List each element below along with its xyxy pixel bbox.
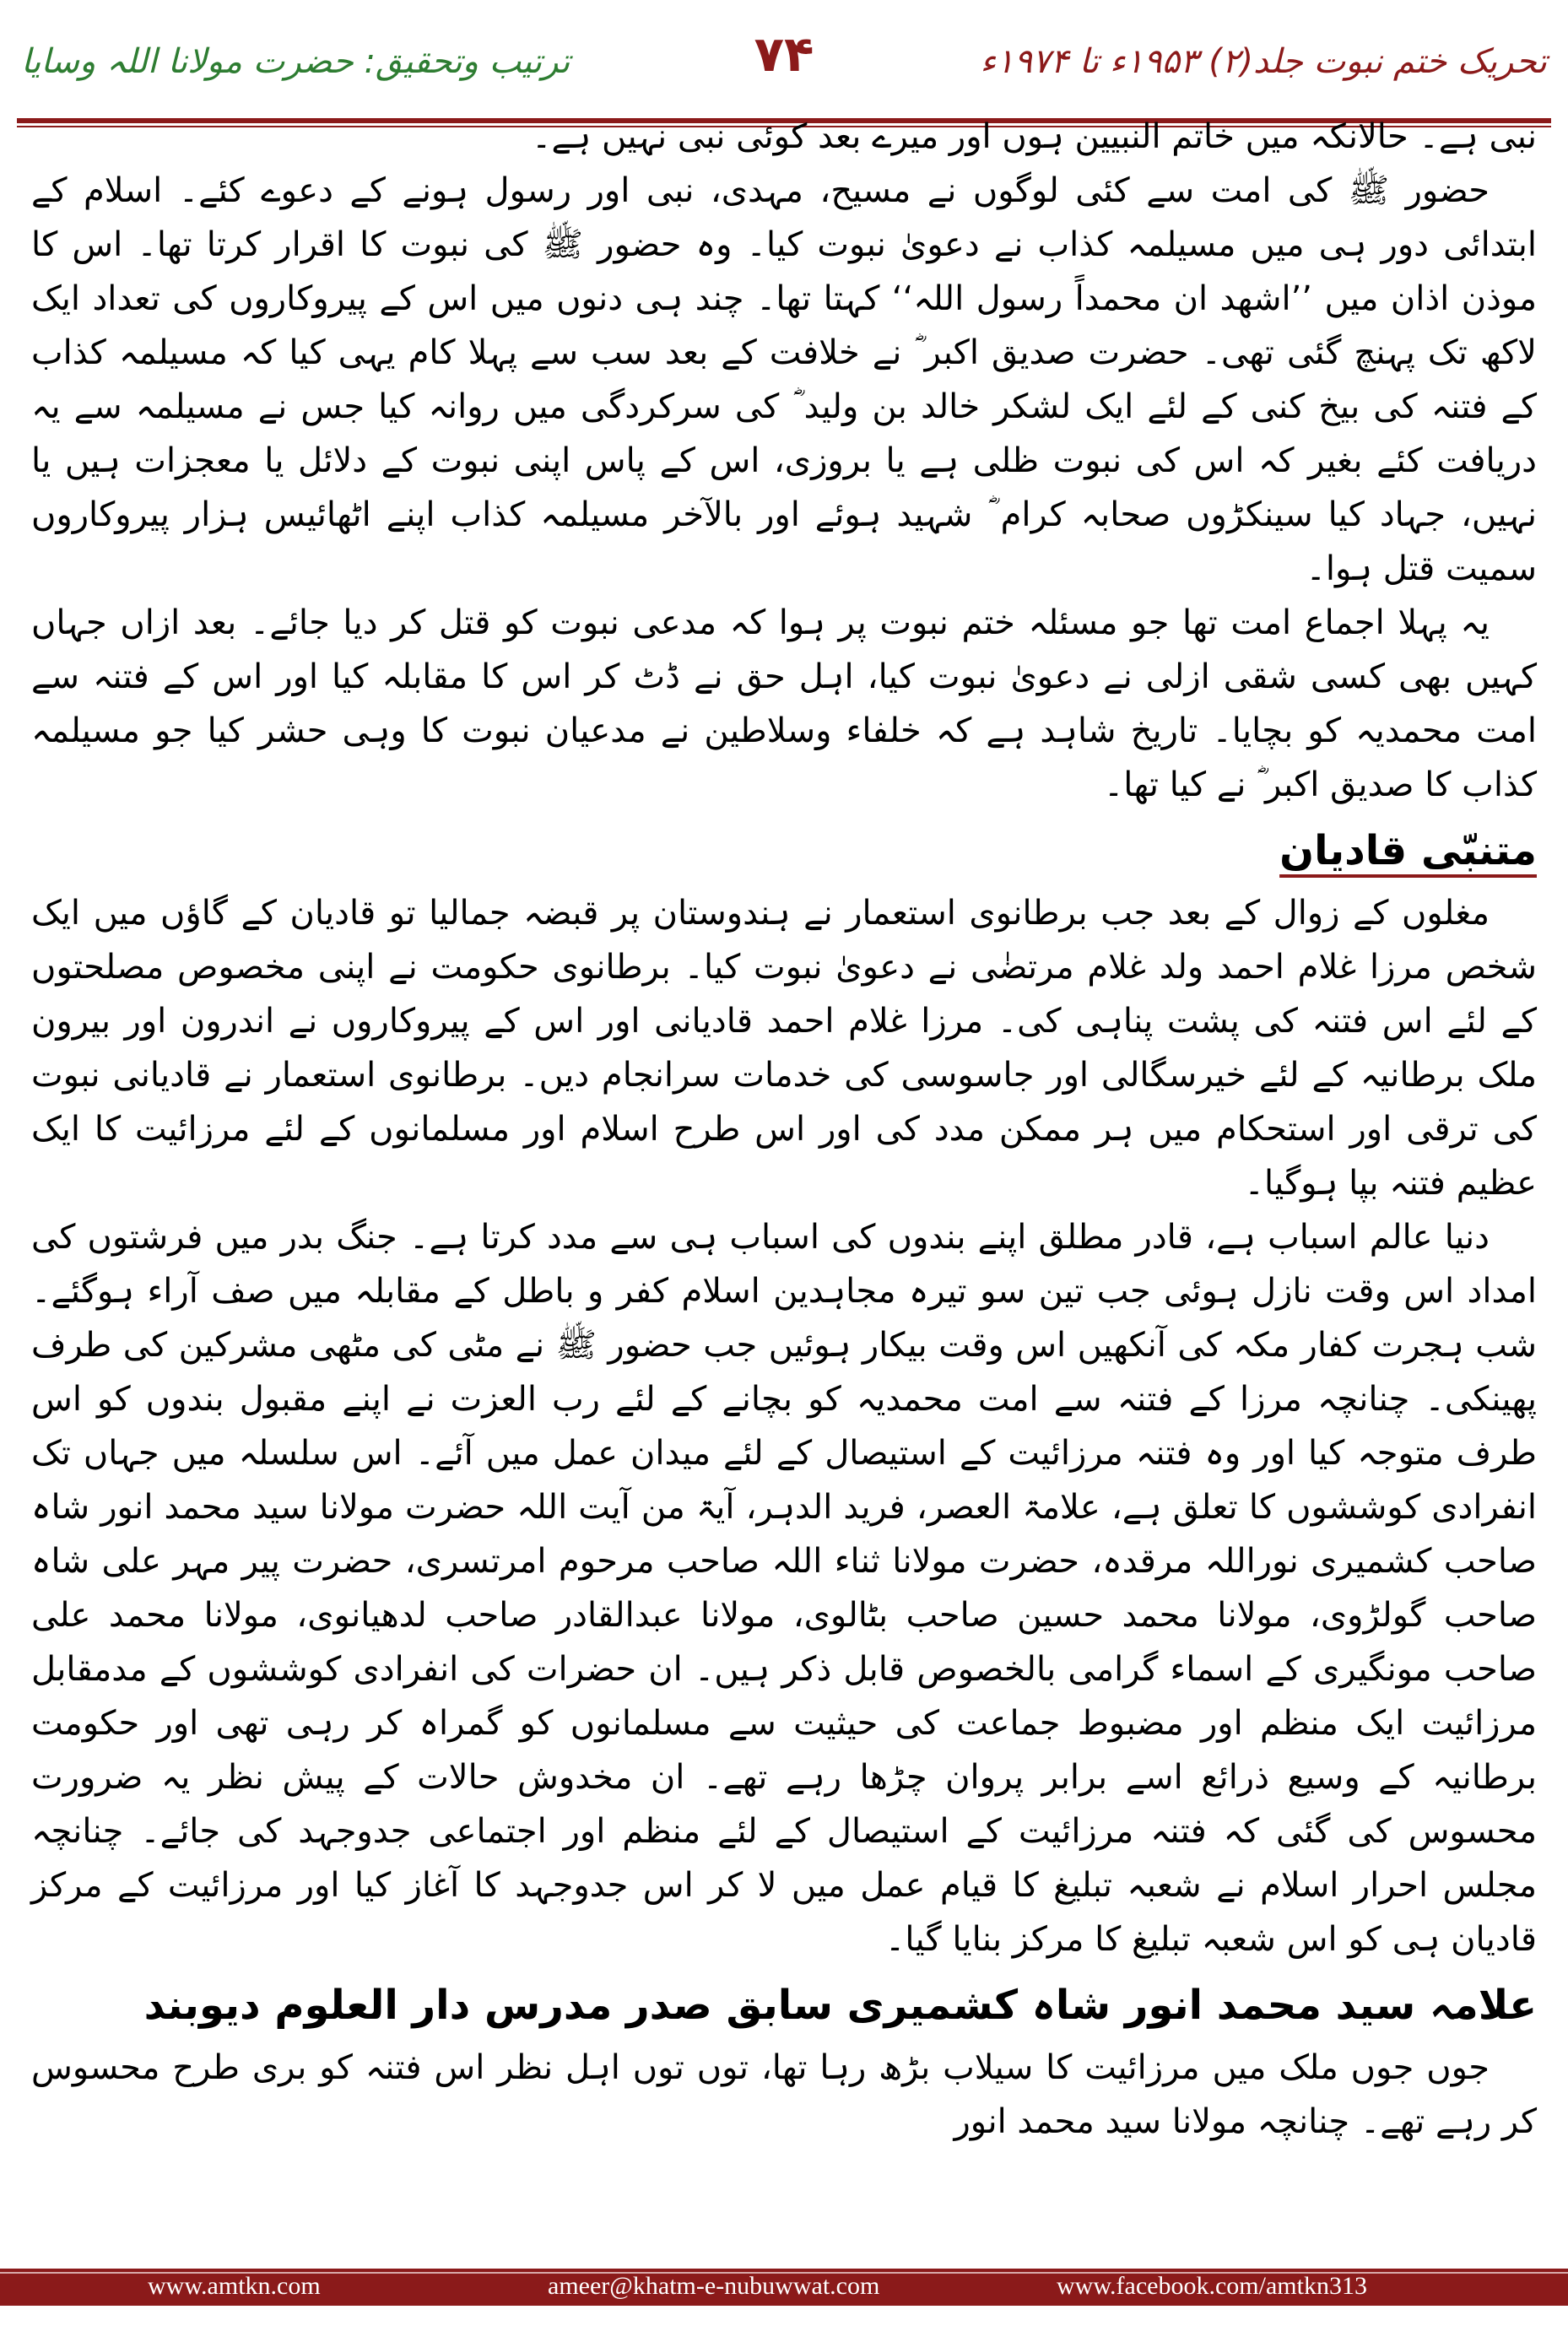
- paragraph: دنیا عالم اسباب ہے، قادر مطلق اپنے بندوں کی اسباب ہی سے مدد کرتا ہے۔ جنگ بدر میں فرشتوں کی امداد اس وقت نازل ہوئی جب تین سو تیرہ مجاہدین اسلام کفر و باطل کے مقابلہ میں صف آراء ہوگئے۔ شب ہجرت کفار مکہ کی آنکھیں اس وقت بیکار ہوئیں جب حضور ﷺ نے مٹی کی مٹھی مشرکین کی طرف پھینکی۔ چنانچہ مرزا کے فتنہ سے امت محمدیہ کو بچانے کے لئے رب العزت نے اپنے مقبول بندوں کو اس طرف متوجہ کیا اور وہ فتنہ مرزائیت کے استیصال کے لئے میدان عمل میں آئے۔ اس سلسلہ میں جہاں تک انفرادی کوششوں کا تعلق ہے، علامۃ العصر، فرید الدہر، آیۃ من آیت اللہ حضرت مولانا سید محمد انور شاہ صاحب کشمیری نوراللہ مرقدہ، حضرت مولانا ثناء اللہ صاحب مرحوم امرتسری، حضرت پیر مہر علی شاہ صاحب گولڑوی، مولانا محمد حسین صاحب بٹالوی، مولانا عبدالقادر صاحب لدھیانوی، مولانا محمد علی صاحب مونگیری کے اسماء گرامی بالخصوص قابل ذکر ہیں۔ ان حضرات کی انفرادی کوششوں کے مدمقابل مرزائیت ایک منظم اور مضبوط جماعت کی حیثیت سے مسلمانوں کو گمراہ کر رہی تھی اور حکومت برطانیہ کے وسیع ذرائع اسے برابر پروان چڑھا رہے تھے۔ ان مخدوش حالات کے پیش نظر یہ ضرورت محسوس کی گئی کہ فتنہ مرزائیت کے استیصال کے لئے منظم اور اجتماعی جدوجہد کی جائے۔ چنانچہ مجلس احرار اسلام نے شعبہ تبلیغ کا قیام عمل میں لا کر اس جدوجہد کا آغاز کیا اور مرزائیت کے مرکز قادیان ہی کو اس شعبہ تبلیغ کا مرکز بنایا گیا۔: [31, 1218, 1537, 1959]
- footer-email-link[interactable]: ameer@khatm-e-nubuwwat.com: [548, 2272, 880, 2300]
- paragraph: مغلوں کے زوال کے بعد جب برطانوی استعمار نے ہندوستان پر قبضہ جمالیا تو قادیان کے گاؤں میں ایک شخص مرزا غلام احمد ولد غلام مرتضٰی نے دعویٰ نبوت کیا۔ برطانوی حکومت نے اپنی مخصوص مصلحتوں کے لئے اس فتنہ کی پشت پناہی کی۔ مرزا غلام احمد قادیانی اور اس کے پیروکاروں نے اندرون اور بیرون ملک برطانیہ کے لئے خیرسگالی اور جاسوسی کی خدمات سرانجام دیں۔ برطانوی استعمار نے قادیانی نبوت کی ترقی اور استحکام میں ہر ممکن مدد کی اور اس طرح اسلام اور مسلمانوں کے لئے مرزائیت کا ایک عظیم فتنہ بپا ہوگیا۔: [31, 894, 1537, 1203]
- paragraph: جوں جوں ملک میں مرزائیت کا سیلاب بڑھ رہا تھا، توں توں اہل نظر اس فتنہ کو بری طرح محسوس کر رہے تھے۔ چنانچہ مولانا سید محمد انور: [31, 2048, 1537, 2141]
- footer-website-link[interactable]: www.amtkn.com: [148, 2272, 321, 2300]
- paragraph: حضور ﷺ کی امت سے کئی لوگوں نے مسیح، مہدی، نبی اور رسول ہونے کے دعوے کئے۔ اسلام کے ابتدائی دور ہی میں مسیلمہ کذاب نے دعویٰ نبوت کیا۔ وہ حضور ﷺ کی نبوت کا اقرار کرتا تھا۔ اس کا موذن اذان میں ’’اشھد ان محمداً رسول اللہ‘‘ کہتا تھا۔ چند ہی دنوں میں اس کے پیروکاروں کی تعداد ایک لاکھ تک پہنچ گئی تھی۔ حضرت صدیق اکبر ؓ نے خلافت کے بعد سب سے پہلا کام یہی کیا کہ مسیلمہ کذاب کے فتنہ کی بیخ کنی کے لئے ایک لشکر خالد بن ولید ؓ کی سرکردگی میں روانہ کیا جس نے مسیلمہ سے یہ دریافت کئے بغیر کہ اس کی نبوت ظلی ہے یا بروزی، اس کے پاس اپنی نبوت کے دلائل یا معجزات ہیں یا نہیں، جہاد کیا سینکڑوں صحابہ کرام ؓ شہید ہوئے اور بالآخر مسیلمہ کذاب اپنے اٹھائیس ہزار پیروکاروں سمیت قتل ہوا۔: [31, 171, 1538, 588]
- page-header: [0, 25, 1568, 110]
- paragraph: نبی ہے۔ حالانکہ میں خاتم النبیین ہوں اور میرے بعد کوئی نبی نہیں ہے۔: [532, 117, 1537, 156]
- footer-facebook-link[interactable]: www.facebook.com/amtkn313: [1057, 2272, 1367, 2300]
- section-heading: علامہ سید محمد انور شاہ کشمیری سابق صدر مدرس دار العلوم دیوبند: [143, 1982, 1537, 2029]
- paragraph: یہ پہلا اجماع امت تھا جو مسئلہ ختم نبوت پر ہوا کہ مدعی نبوت کو قتل کر دیا جائے۔ بعد ازاں جہاں کہیں بھی کسی شقی ازلی نے دعویٰ نبوت کیا، اہل حق نے ڈٹ کر اس کا مقابلہ کیا اور اس کے فتنہ سے امت محمدیہ کو بچایا۔ تاریخ شاہد ہے کہ خلفاء وسلاطین نے مدعیان نبوت کا وہی حشر کیا جو مسیلمہ کذاب کا صدیق اکبر ؓ نے کیا تھا۔: [31, 603, 1537, 804]
- section-heading: متنبّی قادیان: [1279, 827, 1537, 874]
- page-body: [21, 110, 1547, 2199]
- page-number: ۷۴: [754, 25, 814, 83]
- header-title: تحریک ختم نبوت جلد(۲) ۱۹۵۳ء تا ۱۹۷۴ء: [980, 42, 1547, 81]
- header-credit: ترتیب وتحقیق: حضرت مولانا اللہ وسایا: [21, 42, 570, 81]
